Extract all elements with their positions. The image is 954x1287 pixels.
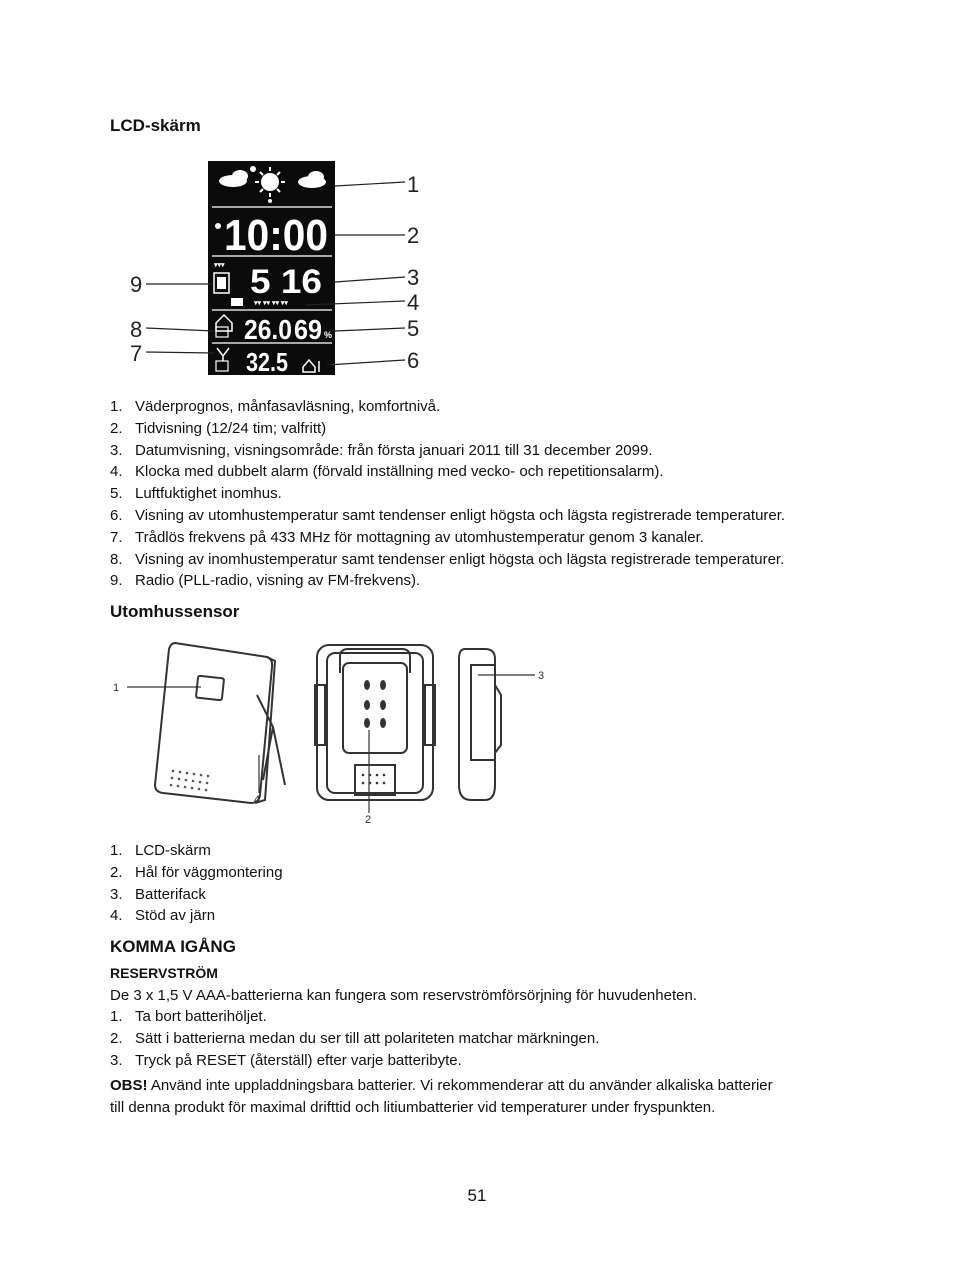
sensor-callout-1: 1 xyxy=(113,682,120,694)
sensor-section-heading: Utomhussensor xyxy=(110,602,240,621)
alarm-bell-icon xyxy=(231,298,243,306)
callout-6: 6 xyxy=(407,348,420,373)
battery-steps-list xyxy=(110,1006,599,1071)
backup-power-subheading: RESERVSTRÖM xyxy=(110,965,218,981)
backup-power-intro: De 3 x 1,5 V AAA-batterierna kan fungera som reservströmförsörjning för huvudenheten. xyxy=(110,987,697,1004)
list-item: 3. Datumvisning, visningsområde: från första januari 2011 till 31 december 2099. xyxy=(110,441,653,459)
signal-dots-icon: ▾▾▾ xyxy=(214,262,225,269)
callout-7: 7 xyxy=(130,341,143,366)
note-label: OBS! xyxy=(110,1077,148,1094)
list-item: 4. Stöd av järn xyxy=(110,907,216,925)
callout-4: 4 xyxy=(407,290,420,315)
callout-2: 2 xyxy=(407,223,420,248)
callout-5: 5 xyxy=(407,316,420,341)
callout-9: 9 xyxy=(130,272,143,297)
sensor-parts-list xyxy=(110,840,283,927)
speaker-holes xyxy=(170,770,210,792)
sensor-back-view xyxy=(315,645,435,800)
lcd-section-heading: LCD-skärm xyxy=(110,116,201,135)
list-item: 3. Batterifack xyxy=(110,885,206,903)
lcd-figure xyxy=(120,155,430,383)
list-item: 6. Visning av utomhustemperatur samt tendenser enligt högsta och lägsta registrerade temperaturer. xyxy=(110,506,786,524)
list-item: 2. Sätt i batterierna medan du ser till att polariteten matchar märkningen. xyxy=(110,1029,600,1047)
list-item: 5. Luftfuktighet inomhus. xyxy=(110,485,282,503)
note-line-1: Använd inte uppladdningsbara batterier. Vi rekommenderar att du använder alkaliska batterier xyxy=(147,1077,773,1094)
lcd-indoor-humidity: 69 xyxy=(294,314,322,345)
list-item: 9. Radio (PLL-radio, visning av FM-frekvens). xyxy=(110,572,421,590)
percent-sign: % xyxy=(324,330,333,340)
list-item: 2. Tidvisning (12/24 tim; valfritt) xyxy=(110,419,327,437)
lcd-feature-list xyxy=(110,396,785,592)
sensor-callout-2: 2 xyxy=(365,814,372,826)
lcd-date: 5 16 xyxy=(250,263,322,301)
callout-3: 3 xyxy=(407,265,420,290)
lcd-indoor-temp: 26.0 xyxy=(244,314,292,345)
list-item: 3. Tryck på RESET (återställ) efter varje batteribyte. xyxy=(110,1051,462,1069)
comfort-indicator-icon xyxy=(268,199,272,203)
sensor-side-view xyxy=(459,649,501,800)
sensor-callout-3: 3 xyxy=(538,670,545,682)
list-item: 1. Ta bort batterihöljet. xyxy=(110,1008,267,1025)
list-item: 1. LCD-skärm xyxy=(110,842,211,859)
list-item: 8. Visning av inomhustemperatur samt tendenser enligt högsta och lägsta registrerade temperaturer. xyxy=(110,550,785,568)
sensor-front-view xyxy=(155,643,285,803)
callout-1: 1 xyxy=(407,172,420,197)
pm-dot-icon xyxy=(215,223,221,229)
lcd-time: 10:00 xyxy=(224,211,328,260)
sensor-figure xyxy=(105,635,555,830)
list-item: 2. Hål för väggmontering xyxy=(110,863,283,881)
sensor-callout-4: 4 xyxy=(254,794,261,806)
lcd-outdoor-temp: 32.5 xyxy=(246,347,288,377)
page-number: 51 xyxy=(467,1186,487,1205)
wall-mount-hole-icons xyxy=(362,680,386,784)
getting-started-heading: KOMMA IGÅNG xyxy=(110,937,236,956)
callout-8: 8 xyxy=(130,317,143,342)
list-item: 4. Klocka med dubbelt alarm (förvald inställning med vecko- och repetitionsalarm). xyxy=(110,463,664,481)
note-line-2: till denna produkt för maximal drifttid och litiumbatterier vid temperaturer under fryspunkten. xyxy=(110,1099,716,1116)
weekday-markers: ▾▾ ▾▾ ▾▾ ▾▾ xyxy=(254,300,288,307)
moon-icon xyxy=(250,166,256,172)
list-item: 7. Trådlös frekvens på 433 MHz för mottagning av utomhustemperatur genom 3 kanaler. xyxy=(110,528,704,546)
battery-note xyxy=(110,1075,870,1119)
list-item: 1. Väderprognos, månfasavläsning, komfortnivå. xyxy=(110,398,441,415)
